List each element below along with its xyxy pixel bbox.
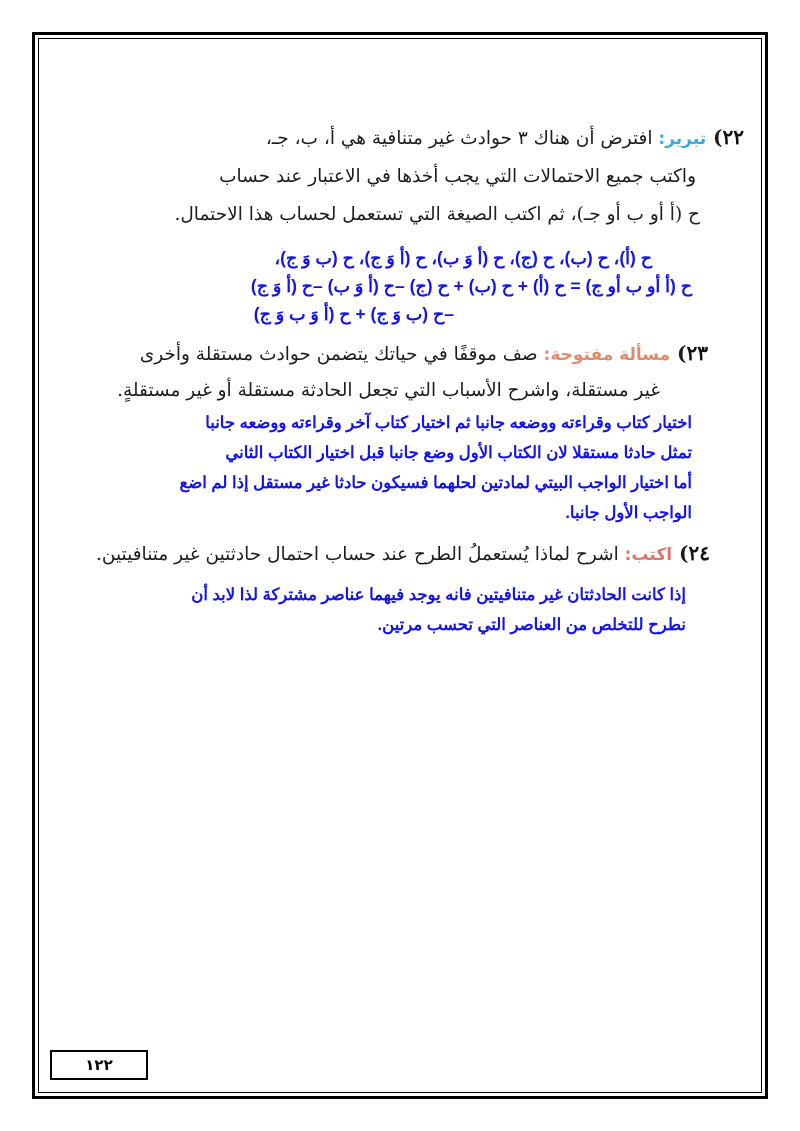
question-23-number: ٢٣	[686, 341, 708, 365]
question-23-line-1	[50, 334, 744, 374]
question-22-line-3: ح (أ أو ب أو جـ)، ثم اكتب الصيغة التي تستعمل لحساب هذا الاحتمال.	[174, 204, 700, 225]
question-24-line-1	[50, 534, 744, 574]
question-22-answer-line-2: ح (أ أو ب أو ج) = ح (أ) + ح (ب) + ح (ج) –ح (أ وَ ب) –ح (أ وَ ج)	[250, 276, 692, 296]
question-22-number: ٢٢	[722, 125, 744, 149]
question-22-answer-line-3: –ح (ب وَ ج) + ح (أ وَ ب وَ ج)	[253, 304, 454, 324]
question-23	[50, 334, 744, 528]
question-23-answer-line-4: الواجب الأول جانبا.	[565, 504, 692, 522]
question-22	[50, 118, 744, 328]
question-24	[50, 534, 744, 640]
question-23-answer-line-2: تمثل حادثا مستقلا لان الكتاب الأول وضع جانبا قبل اختيار الكتاب الثاني	[225, 444, 692, 462]
question-23-paren: )	[670, 341, 687, 365]
question-23-answer-line-3: أما اختيار الواجب البيتي لمادتين لحلهما فسيكون حادثا غير مستقل إذا لم اضع	[179, 474, 692, 492]
question-23-text-1: صف موقفًا في حياتك يتضمن حوادث مستقلة وأخرى	[139, 344, 538, 365]
question-24-text-1: اشرح لماذا يُستعملُ الطرح عند حساب احتمال حادثتين غير متنافيتين.	[96, 544, 619, 565]
question-24-paren: )	[672, 541, 689, 565]
question-22-paren: )	[706, 125, 723, 149]
question-22-tag: تبرير:	[658, 129, 707, 149]
question-23-answer-line-1: اختيار كتاب وقراءته ووضعه جانبا ثم اختيار كتاب آخر وقراءته ووضعه جانبا	[205, 414, 692, 432]
page-number: ١٢٢	[50, 1050, 148, 1080]
question-23-line-2: غير مستقلة، واشرح الأسباب التي تجعل الحادثة مستقلة أو غير مستقلةٍ.	[117, 380, 660, 401]
page-content	[50, 118, 744, 640]
question-22-line-2: واكتب جميع الاحتمالات التي يجب أخذها في الاعتبار عند حساب	[219, 166, 696, 187]
question-24-answer-line-2: نطرح للتخلص من العناصر التي تحسب مرتين.	[377, 616, 686, 634]
question-22-line-1	[50, 118, 744, 158]
question-22-answer-line-1: ح (أ)، ح (ب)، ح (ج)، ح (أ وَ ب)، ح (أ وَ ج)، ح (ب وَ ج)،	[274, 248, 652, 268]
question-24-number: ٢٤	[688, 541, 710, 565]
question-24-answer-line-1: إذا كانت الحادثتان غير متنافيتين فانه يوجد فيهما عناصر مشتركة لذا لابد أن	[191, 586, 686, 604]
question-24-tag: اكتب:	[624, 545, 673, 565]
question-23-tag: مسألة مفتوحة:	[543, 345, 671, 365]
question-22-text-1: افترض أن هناك ٣ حوادث غير متنافية هي أ، ب، جـ،	[265, 128, 653, 149]
